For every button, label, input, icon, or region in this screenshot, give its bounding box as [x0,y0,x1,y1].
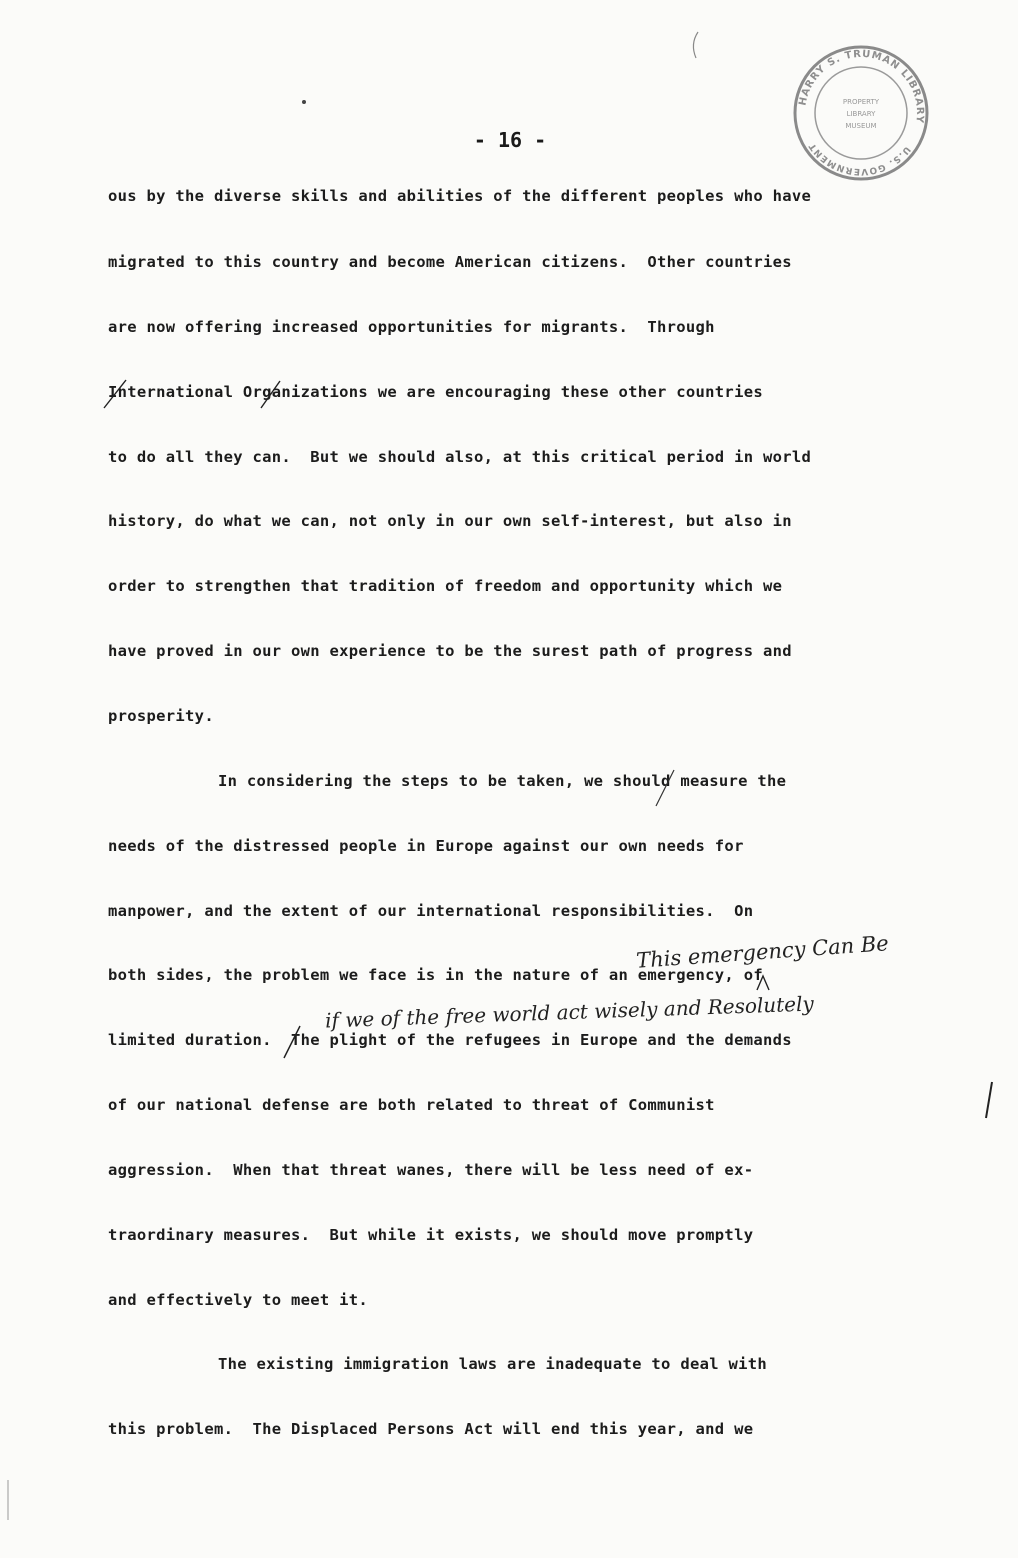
body-line: and effectively to meet it. [108,1291,369,1309]
body-line: manpower, and the extent of our international responsibilities. On [108,902,754,920]
body-line: In considering the steps to be taken, we should measure the [218,772,787,790]
margin-stroke-mark [980,1080,1000,1120]
insert-slash-mark [280,1024,304,1060]
body-line: International Organizations we are encouraging these other countries [108,383,763,401]
body-line: needs of the distressed people in Europe against our own needs for [108,837,744,855]
body-line: to do all they can. But we should also, at this critical period in world [108,448,812,466]
library-stamp-seal [790,42,932,184]
edit-slash-mark [650,768,680,808]
corner-mark [688,30,700,60]
body-line: aggression. When that threat wanes, there will be less need of ex- [108,1161,754,1179]
svg-text:HARRY S. TRUMAN LIBRARY: HARRY S. TRUMAN LIBRARY [797,48,926,125]
body-line: prosperity. [108,707,214,725]
body-line: traordinary measures. But while it exists, we should move promptly [108,1226,754,1244]
svg-text:U.S. GOVERNMENT: U.S. GOVERNMENT [807,140,912,177]
body-line: this problem. The Displaced Persons Act will end this year, and we [108,1420,754,1438]
body-line: The existing immigration laws are inadequate to deal with [218,1355,768,1373]
edit-slash-mark [100,378,130,410]
svg-text:MUSEUM: MUSEUM [845,122,877,130]
body-line: are now offering increased opportunities for migrants. Through [108,318,715,336]
scan-speck [302,100,306,104]
body-line: both sides, the problem we face is in the nature of an emergency, of [108,966,763,984]
body-line: limited duration. The plight of the refugees in Europe and the demands [108,1031,792,1049]
body-line: have proved in our own experience to be the surest path of progress and [108,642,792,660]
margin-tick-mark [4,1480,12,1520]
handwritten-insert-inline: if we of the free world act wisely and Resolutely [324,991,815,1033]
insert-caret-mark [755,972,771,992]
body-line: ous by the diverse skills and abilities of the different peoples who have [108,187,812,205]
svg-text:PROPERTY: PROPERTY [842,98,880,106]
body-line: order to strengthen that tradition of freedom and opportunity which we [108,577,783,595]
handwritten-insert-above: This emergency Can Be [635,931,890,973]
body-line: migrated to this country and become American citizens. Other countries [108,253,792,271]
body-line: history, do what we can, not only in our own self-interest, but also in [108,512,792,530]
page-number: - 16 - [473,128,547,152]
edit-slash-mark [258,378,284,410]
body-line: of our national defense are both related to threat of Communist [108,1096,715,1114]
svg-text:LIBRARY: LIBRARY [846,110,876,118]
